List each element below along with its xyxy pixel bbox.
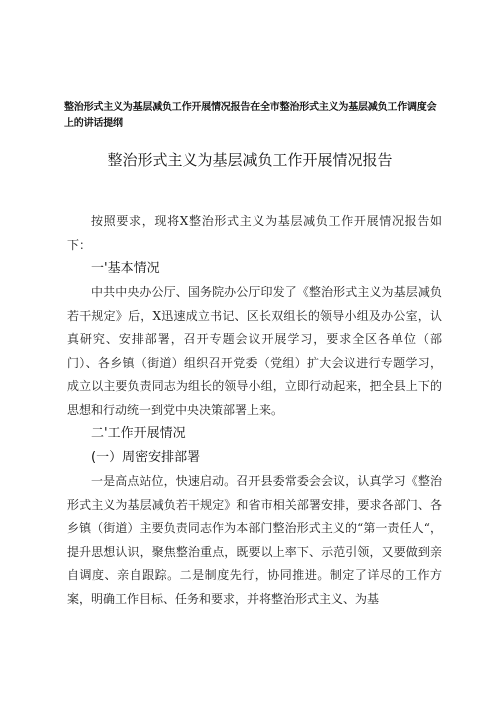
document-title: 整治形式主义为基层减负工作开展情况报告 [107,151,393,169]
section1-paragraph: 中共中央办公厅、国务院办公厅印发了《整治形式主义为基层减负若干规定》后，X迅速成立书记、区长双组长的领导小组及办公室，认真研究、安排部署，召开专题会议开展学习，要求全区各单位（部门）、各乡镇（街道）组织召开党委（党组）扩大会议进行专题学习，成立以主要负责同志为组长的领导小组，立即行动起来，把全县上下的思想和行动统一到党中央决策部署上来。 [67,285,442,417]
section-heading-basic-situation: 一'基本情况 [91,261,160,276]
subsection-heading-deployment: (一）周密安排部署 [91,450,201,465]
section2-paragraph: 一是高点站位，快速启动。召开县委常委会会议，认真学习《整治形式主义为基层减负若干规定》和省市相关部署安排，要求各部门、各乡镇（街道）主要负责同志作为本部门整治形式主义的“第一责任人“，提升思想认识，聚焦整治重点，既要以上率下、示范引领，又要做到亲自调度、亲自跟踪。二是制度先行，协同推进。制定了详尽的工作方案，明确工作目标、任务和要求，并将整治形式主义、为基 [67,474,442,606]
intro-paragraph: 按照要求，现将X整治形式主义为基层减负工作开展情况报告如下： [67,214,442,252]
document-header-line: 整治形式主义为基层减负工作开展情况报告在全市整治形式主义为基层减负工作调度会上的讲话提纲 [64,102,437,129]
section-heading-work-progress: 二'工作开展情况 [91,426,186,441]
document-body [67,210,442,611]
